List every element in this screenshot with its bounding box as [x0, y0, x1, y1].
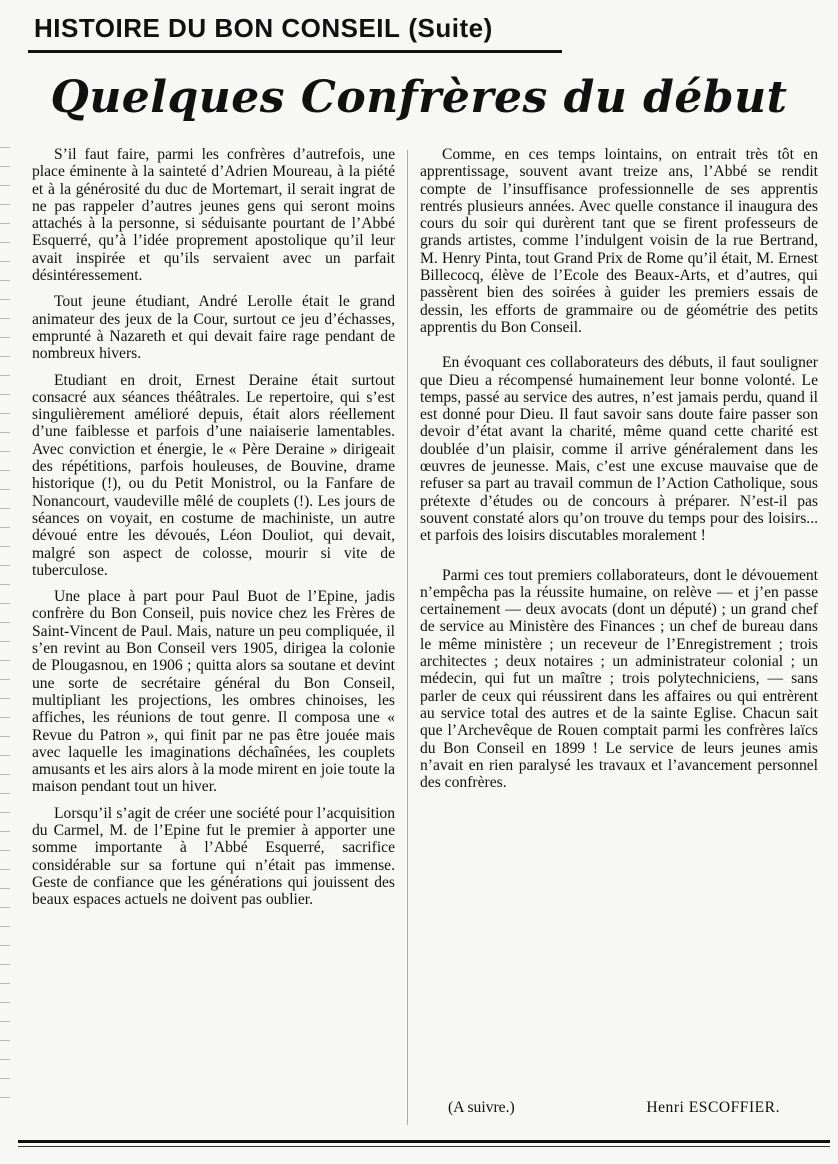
bottom-rule: [18, 1140, 830, 1143]
left-column: [32, 146, 395, 917]
paragraph: En évoquant ces collaborateurs des débuts, il faut souligner que Dieu a récompensé humainement leur bonne volonté. Le temps, passé au service des autres, n’est jamais perdu, quand il est donné pour Dieu. Il faut savoir sans doute faire passer son devoir d’état avant la charité, même quand cette charité est doublée d’un plaisir, comme il arrive généralement dans les œuvres de jeunesse. Mais, c’est une excuse mauvaise que de refuser sa part au travail commun de l’Action Catholique, sous prétexte d’études ou de concours à préparer. N’est-il pas souvent constaté alors qu’on trouve du temps pour des loisirs... et parfois des loisirs discutables moralement !: [420, 354, 818, 545]
paragraph: Une place à part pour Paul Buot de l’Epine, jadis confrère du Bon Conseil, puis novice chez les Frères de Saint-Vincent de Paul. Mais, nature un peu compliquée, il s’en revint au Bon Conseil vers 1905, dirigea la colonie de Plougasnou, en 1906 ; quitta alors sa soutane et devint une sorte de secrétaire général du Bon Conseil, multipliant les projections, les ombres chinoises, les affiches, les réunions de tout genre. Il composa une « Revue du Patron », qui finit par ne pas être jouée mais avec laquelle les imaginations déchaînées, les couplets amusants et les airs alors à la mode mirent en joie toute la maison pendant tout un hiver.: [32, 588, 395, 796]
article-title: Quelques Confrères du début: [50, 72, 788, 123]
bottom-rule-thin: [18, 1146, 830, 1147]
paragraph: Tout jeune étudiant, André Lerolle était le grand animateur des jeux de la Cour, surtout ce jeu d’échasses, emprunté à Nazareth et qui devait faire rage pendant de nombreux hivers.: [32, 293, 395, 363]
section-title: [28, 12, 493, 44]
paragraph: Etudiant en droit, Ernest Deraine était surtout consacré aux séances théâtrales. Le repertoire, qui s’est singulièrement amélioré depuis, était alors réellement d’une faiblesse et parfois d’une naiaiserie lamentables. Avec conviction et énergie, le « Père Deraine » dirigeait des répétitions, parfois houleuses, de Bouvine, drame historique (!), ou du Petit Monistrol, ou la Fanfare de Nonancourt, vaudeville mêlé de couplets (!). Les jours de séances on voyait, en costume de machiniste, un autre dévoué entre les dévoués, Léon Douliot, qui devait, malgré son aspect de colosse, mourir si vite de tuberculose.: [32, 371, 395, 579]
paragraph: Parmi ces tout premiers collaborateurs, dont le dévouement n’empêcha pas la réussite humaine, on relève — et j’en passe certainement — deux avocats (dont un député) ; un grand chef de service au Ministère des Finances ; un chef de bureau dans le même ministère ; un receveur de l’Enregistrement ; trois architectes ; deux notaires ; un administrateur colonial ; un médecin, qui fut un maître ; trois polytechniciens, — sans parler de ceux qui réussirent dans les affaires ou qui entrèrent au service total des autres et de la sainte Eglise. Chacun sait que l’Archevêque de Rouen comptait parmi les confrères laïcs du Bon Conseil en 1899 ! Le service de leurs jeunes amis n’avait en rien paralysé les travaux et l’avancement personnel des confrères.: [420, 566, 818, 792]
section-title-suffix: (Suite): [408, 13, 493, 43]
to-be-continued: (A suivre.): [448, 1099, 515, 1116]
paragraph: Comme, en ces temps lointains, on entrait très tôt en apprentissage, souvent avant treize ans, l’Abbé se rendit compte de l’insuffisance professionnelle de ses apprentis rentrés plusieurs années. Avec quelle constance il inaugura des cours du soir qui durèrent tant que se firent professeurs de grands artistes, comme l’indulgent voisin de la rue Bertrand, M. Henry Pinta, tout Grand Prix de Rome qu’il était, M. Ernest Billecocq, élève de l’Ecole des Beaux-Arts, et d’autres, qui passèrent bien des soirées à guider les premiers essais de dessin, les efforts de grammaire ou de géométrie des petits apprentis du Bon Conseil.: [420, 146, 818, 336]
paragraph: Lorsqu’il s’agit de créer une société pour l’acquisition du Carmel, M. de l’Epine fut le premier à apporter une somme importante à l’Abbé Esquerré, sacrifice considérable sur sa fortune qui n’était pas immense. Geste de confiance que les générations qui jouissent des beaux espaces actuels ne doivent pas oublier.: [32, 804, 395, 909]
column-divider: [407, 150, 408, 1125]
paragraph: S’il faut faire, parmi les confrères d’autrefois, une place éminente à la sainteté d’Adrien Moureau, à la piété et à la générosité du duc de Mortemart, il serait ingrat de ne pas rappeler d’autres jeunes gens qui seront moins attachés à la personne, si séduisante pourtant de l’Abbé Esquerré, qu’à l’idée proprement apostolique qu’il leur avait inspirée et qu’ils servaient avec un parfait désintéressement.: [32, 146, 395, 285]
author-signature: Henri ESCOFFIER.: [646, 1099, 780, 1116]
right-column: [420, 146, 818, 809]
section-header: [28, 12, 828, 44]
section-title-text: HISTOIRE DU BON CONSEIL: [34, 13, 401, 43]
scan-edge-artifact: [0, 140, 10, 1100]
header-underline: [28, 50, 562, 53]
